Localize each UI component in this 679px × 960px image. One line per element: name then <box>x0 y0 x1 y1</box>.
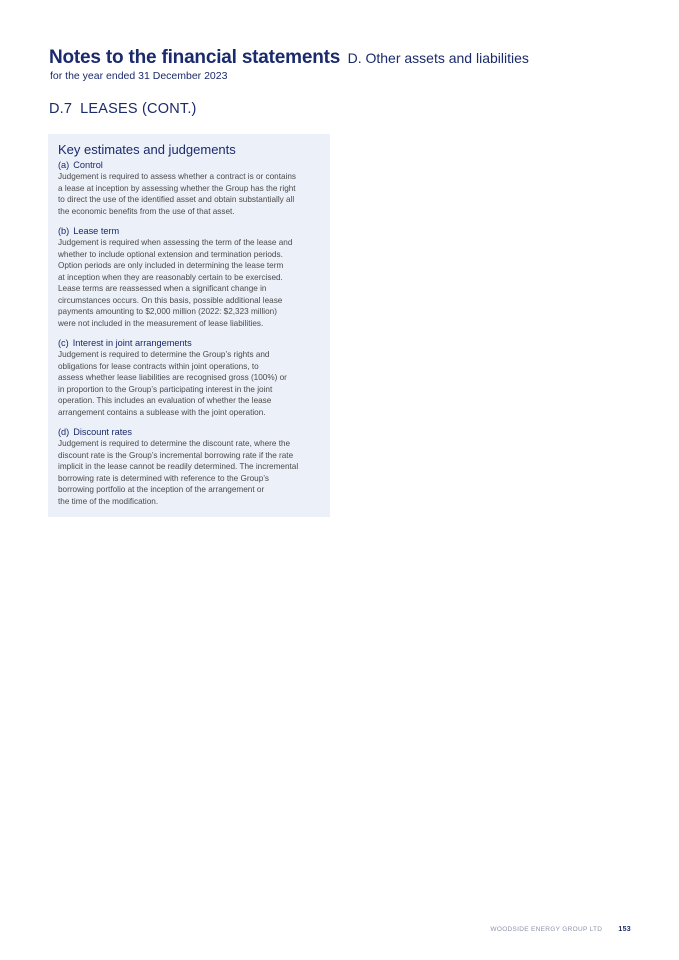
paragraph-line: to direct the use of the identified asset and obtain substantially all <box>58 195 295 204</box>
paragraph-line: the time of the modification. <box>58 496 159 506</box>
sub-heading-letter: (b) <box>58 226 70 236</box>
paragraph-line: assess whether lease liabilities are recognised gross (100%) or <box>58 373 287 382</box>
page-footer <box>490 926 631 933</box>
paragraph-line: Option periods are only included in determining the lease term <box>58 261 284 270</box>
section-heading <box>49 101 197 117</box>
paragraph <box>58 438 322 507</box>
paragraph-line: borrowing portfolio at the inception of the arrangement or <box>58 485 265 494</box>
paragraph <box>58 171 322 217</box>
page-header <box>49 48 649 82</box>
page-number: 153 <box>618 926 631 933</box>
paragraph-line: Lease terms are reassessed when a significant change in <box>58 284 267 293</box>
sub-heading-letter: (d) <box>58 427 70 437</box>
paragraph-line: at inception when they are reasonably certain to be exercised. <box>58 272 283 282</box>
title-line <box>49 48 649 67</box>
sub-heading <box>58 426 322 438</box>
paragraph-line: borrowing rate is determined with reference to the Group’s <box>58 473 270 483</box>
key-estimates-panel <box>48 134 330 517</box>
paragraph-line: in proportion to the Group’s participating interest in the joint <box>58 384 273 394</box>
paragraph <box>58 349 322 418</box>
paragraph-line: Judgement is required when assessing the term of the lease and <box>58 238 293 247</box>
sub-heading-text: Interest in joint arrangements <box>72 338 192 348</box>
paragraph-line: payments amounting to $2,000 million (2022: $2,323 million) <box>58 307 277 316</box>
paragraph-line: Judgement is required to determine the Group’s rights and <box>58 350 270 359</box>
paragraph-line: were not included in the measurement of lease liabilities. <box>58 318 264 328</box>
paragraph-line: a lease at inception by assessing whether the Group has the right <box>58 183 296 193</box>
sub-heading-text: Control <box>73 160 103 170</box>
sub-heading-text: Lease term <box>73 226 120 236</box>
sub-heading-letter: (a) <box>58 160 70 170</box>
paragraph-line: the economic benefits from the use of that asset. <box>58 206 235 216</box>
paragraph-line: arrangement contains a sublease with the joint operation. <box>58 407 266 417</box>
footer-company: WOODSIDE ENERGY GROUP LTD <box>490 926 603 933</box>
paragraph-line: Judgement is required to assess whether a contract is or contains <box>58 172 297 181</box>
paragraph-line: obligations for lease contracts within joint operations, to <box>58 361 259 371</box>
paragraph-line: operation. This includes an evaluation of whether the lease <box>58 396 272 405</box>
sub-heading-text: Discount rates <box>73 427 132 437</box>
section-number: D.7 <box>49 101 73 117</box>
paragraph-line: whether to include optional extension and termination periods. <box>58 249 283 259</box>
sub-heading <box>58 159 322 171</box>
panel-items <box>58 159 322 507</box>
paragraph-line: implicit in the lease cannot be readily determined. The incremental <box>58 462 299 471</box>
panel-title: Key estimates and judgements <box>58 142 236 157</box>
paragraph-line: circumstances occurs. On this basis, possible additional lease <box>58 295 283 305</box>
paragraph <box>58 237 322 329</box>
page-title: Notes to the financial statements <box>49 47 341 68</box>
page-subtitle: for the year ended 31 December 2023 <box>50 70 228 82</box>
sub-heading <box>58 225 322 237</box>
sub-heading <box>58 337 322 349</box>
sub-heading-letter: (c) <box>58 338 69 348</box>
section-title: LEASES (CONT.) <box>80 101 197 117</box>
paragraph-line: Judgement is required to determine the discount rate, where the <box>58 439 291 448</box>
paragraph-line: discount rate is the Group’s incremental borrowing rate if the rate <box>58 450 294 460</box>
section-label: D. Other assets and liabilities <box>347 50 529 66</box>
